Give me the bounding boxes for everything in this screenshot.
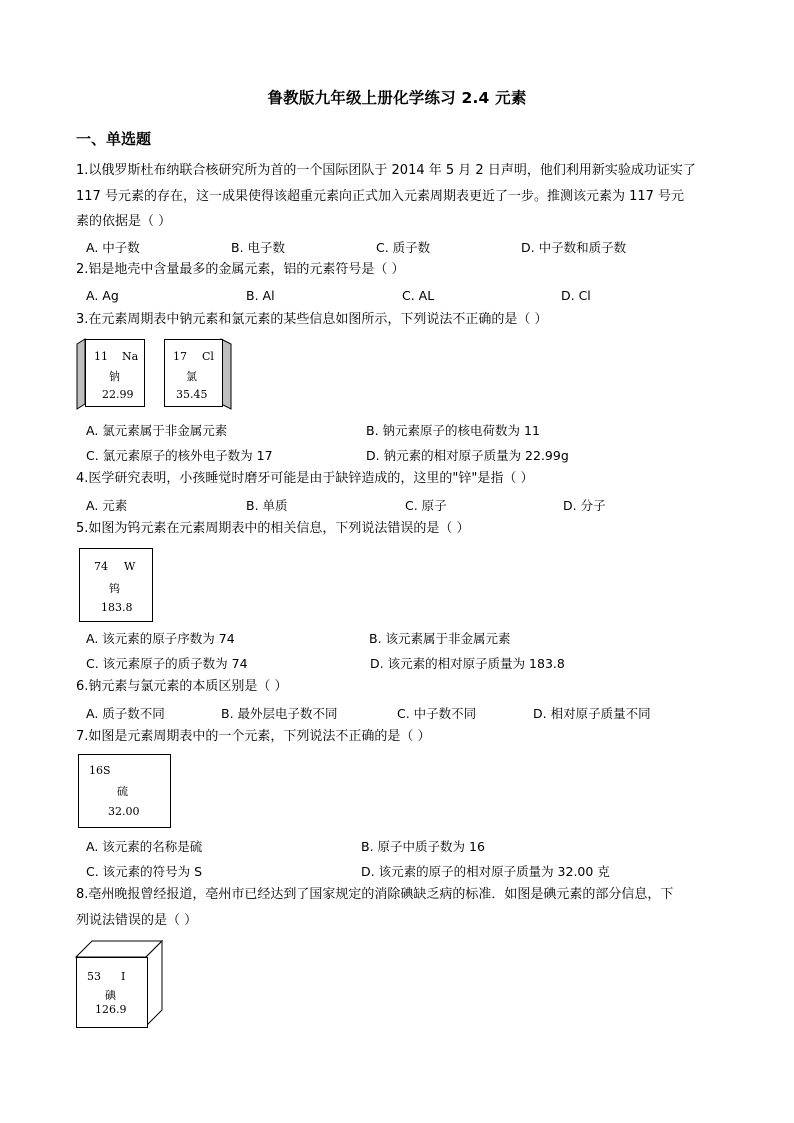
question-2-option-b[interactable]: B. Al xyxy=(246,288,275,303)
tungsten-symbol: W xyxy=(124,560,136,573)
iodine-atomic-number: 53 xyxy=(87,970,101,983)
question-6-option-d[interactable]: D. 相对原子质量不同 xyxy=(533,706,651,721)
tungsten-element-card xyxy=(79,548,153,622)
sulfur-element-card xyxy=(78,754,171,828)
chlorine-symbol: Cl xyxy=(202,350,214,363)
question-3-text: 3.在元素周期表中钠元素和氯元素的某些信息如图所示，下列说法不正确的是（ ） xyxy=(76,312,548,327)
question-2-option-a[interactable]: A. Ag xyxy=(86,288,119,303)
question-5-option-d[interactable]: D. 该元素的相对原子质量为 183.8 xyxy=(370,656,565,671)
question-7-option-d[interactable]: D. 该元素的原子的相对原子质量为 32.00 克 xyxy=(361,864,610,879)
question-6-option-a[interactable]: A. 质子数不同 xyxy=(86,706,165,721)
question-3-option-d[interactable]: D. 钠元素的相对原子质量为 22.99g xyxy=(366,448,569,463)
sodium-name: 钠 xyxy=(109,370,120,383)
question-1-line-2: 117 号元素的存在，这一成果使得该超重元素向正式加入元素周期表更近了一步。推测该元素为 117 号元 xyxy=(76,189,685,204)
sodium-atomic-mass: 22.99 xyxy=(102,388,134,401)
question-4-option-a[interactable]: A. 元素 xyxy=(86,498,128,513)
question-3-option-a[interactable]: A. 氯元素属于非金属元素 xyxy=(86,423,228,438)
iodine-atomic-mass: 126.9 xyxy=(95,1003,127,1016)
page-title: 鲁教版九年级上册化学练习 2.4 元素 xyxy=(267,89,527,107)
chlorine-atomic-number: 17 xyxy=(173,350,187,363)
question-1-option-a[interactable]: A. 中子数 xyxy=(86,240,140,255)
question-6-text: 6.钠元素与氯元素的本质区别是（ ） xyxy=(76,679,288,694)
question-1-line-3: 素的依据是（ ） xyxy=(76,214,172,229)
chlorine-name: 氯 xyxy=(186,370,197,383)
tungsten-atomic-number: 74 xyxy=(94,560,108,573)
question-4-option-d[interactable]: D. 分子 xyxy=(563,498,606,513)
sulfur-atomic-mass: 32.00 xyxy=(108,805,140,818)
question-4-option-b[interactable]: B. 单质 xyxy=(246,498,288,513)
question-7-option-b[interactable]: B. 原子中质子数为 16 xyxy=(361,839,485,854)
question-5-option-a[interactable]: A. 该元素的原子序数为 74 xyxy=(86,631,235,646)
question-6-option-c[interactable]: C. 中子数不同 xyxy=(397,706,477,721)
sodium-element-card xyxy=(85,339,145,407)
question-2-option-c[interactable]: C. AL xyxy=(402,288,435,303)
question-7-text: 7.如图是元素周期表中的一个元素，下列说法不正确的是（ ） xyxy=(76,729,431,744)
iodine-name: 碘 xyxy=(105,989,116,1002)
question-4-option-c[interactable]: C. 原子 xyxy=(405,498,447,513)
sodium-symbol: Na xyxy=(122,350,139,363)
question-1-option-d[interactable]: D. 中子数和质子数 xyxy=(521,240,627,255)
sulfur-number-symbol: 16S xyxy=(89,764,111,777)
chlorine-element-card xyxy=(164,339,223,407)
sodium-atomic-number: 11 xyxy=(94,350,108,363)
question-5-option-c[interactable]: C. 该元素原子的质子数为 74 xyxy=(86,656,248,671)
question-2-option-d[interactable]: D. Cl xyxy=(561,288,591,303)
sulfur-name: 硫 xyxy=(117,785,128,798)
iodine-symbol: I xyxy=(121,970,126,983)
question-2-text: 2.铝是地壳中含量最多的金属元素，铝的元素符号是（ ） xyxy=(76,262,405,277)
question-3-option-b[interactable]: B. 钠元素原子的核电荷数为 11 xyxy=(366,423,540,438)
question-1-option-c[interactable]: C. 质子数 xyxy=(376,240,431,255)
iodine-element-card xyxy=(76,957,148,1028)
question-7-option-a[interactable]: A. 该元素的名称是硫 xyxy=(86,839,203,854)
question-1-line-1: 1.以俄罗斯杜布纳联合核研究所为首的一个国际团队于 2014 年 5 月 2 日声明，他们利用新实验成功证实了 xyxy=(76,163,696,178)
question-1-option-b[interactable]: B. 电子数 xyxy=(231,240,286,255)
question-6-option-b[interactable]: B. 最外层电子数不同 xyxy=(221,706,338,721)
question-4-text: 4.医学研究表明，小孩睡觉时磨牙可能是由于缺锌造成的，这里的"锌"是指（ ） xyxy=(76,471,534,486)
question-5-text: 5.如图为钨元素在元素周期表中的相关信息，下列说法错误的是（ ） xyxy=(76,521,470,536)
tungsten-atomic-mass: 183.8 xyxy=(101,601,133,614)
question-3-option-c[interactable]: C. 氯元素原子的核外电子数为 17 xyxy=(86,448,273,463)
question-8-line-2: 列说法错误的是（ ） xyxy=(76,913,198,928)
question-5-option-b[interactable]: B. 该元素属于非金属元素 xyxy=(369,631,511,646)
question-8-line-1: 8.亳州晚报曾经报道，亳州市已经达到了国家规定的消除碘缺乏病的标准．如图是碘元素的部分信息，下 xyxy=(76,887,674,902)
section-heading: 一、单选题 xyxy=(76,130,152,148)
question-7-option-c[interactable]: C. 该元素的符号为 S xyxy=(86,864,203,879)
tungsten-name: 钨 xyxy=(109,582,120,595)
chlorine-atomic-mass: 35.45 xyxy=(176,388,208,401)
